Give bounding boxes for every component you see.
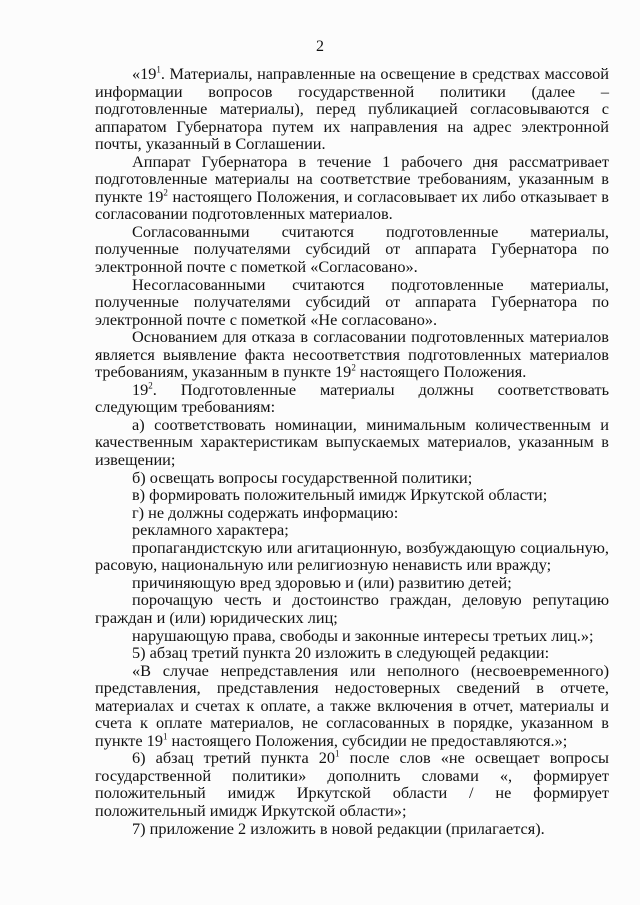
text-run: Несогласованными считаются подготовленные материалы, полученные получателями субсидий от аппарата Губернатора по электронной почте с пометкой «Не согласовано». xyxy=(95,274,609,329)
superscript: 2 xyxy=(163,187,168,198)
paragraph xyxy=(95,627,609,645)
paragraph xyxy=(95,644,609,662)
paragraph xyxy=(95,574,609,592)
superscript: 1 xyxy=(156,64,161,75)
paragraph xyxy=(95,749,609,819)
paragraph xyxy=(95,223,609,276)
text-run: настоящего Положения. xyxy=(355,362,527,382)
text-run: б) освещать вопросы государственной политики; xyxy=(132,467,473,487)
paragraph xyxy=(95,328,609,381)
page-number: 2 xyxy=(316,38,324,55)
text-run: а) соответствовать номинации, минимальным количественным и качественным характеристикам выпускаемых материалов, указанным в извещении; xyxy=(95,414,609,470)
text-run: Основанием для отказа в согласовании подготовленных материалов является выявление факта несоответствия подготовленных материалов требованиям, указанным в пункте 19 xyxy=(95,327,609,382)
text-run: г) не должны содержать информацию: xyxy=(132,502,399,522)
superscript: 2 xyxy=(351,362,356,373)
paragraph xyxy=(95,486,609,504)
superscript: 1 xyxy=(162,731,168,742)
text-run: в) формировать положительный имидж Иркутской области; xyxy=(132,485,548,505)
paragraph xyxy=(95,504,609,522)
text-run: 6) абзац третий пункта 20 xyxy=(132,748,336,768)
text-run: причиняющую вред здоровью и (или) развитию детей; xyxy=(132,572,512,592)
text-run: пропагандистскую или агитационную, возбуждающую социальную, расовую, национальную или религиозную ненависть или вражду; xyxy=(95,537,609,575)
text-run: настоящего Положения, субсидии не предоставляются.»; xyxy=(167,730,568,750)
text-run: «В случае непредставления или неполного (несвоевременного) представления, представления недостоверных сведений в отчете, материалах и счетах к оплате, а также включения в отчет, материалы и счета к оплате материалов, не согласованных в порядке, указанном в пункте 19 xyxy=(95,660,609,750)
text-run: рекламного характера; xyxy=(132,520,289,540)
text-run: . Материалы, направленные на освещение в средствах массовой информации вопросов государственной политики (далее – подготовленные материалы), перед публикацией согласовываются с аппаратом Губернатора путем их направления на адрес электронной почты, указанный в Соглашении. xyxy=(95,64,609,154)
paragraph xyxy=(95,381,609,416)
superscript: 2 xyxy=(148,380,153,391)
paragraph xyxy=(95,65,609,153)
text-run: 19 xyxy=(132,379,149,399)
superscript: 1 xyxy=(335,748,340,759)
paragraph xyxy=(95,662,609,750)
paragraph xyxy=(95,416,609,469)
paragraph xyxy=(95,469,609,487)
text-run: Согласованными считаются подготовленные материалы, полученные получателями субсидий от аппарата Губернатора по электронной почте с пометкой «Согласовано». xyxy=(95,221,609,277)
text-run: нарушающую права, свободы и законные интересы третьих лиц.»; xyxy=(132,625,594,645)
paragraph xyxy=(95,820,609,838)
text-run: 7) приложение 2 изложить в новой редакции (прилагается). xyxy=(132,818,545,838)
text-run: 5) абзац третий пункта 20 изложить в следующей редакции: xyxy=(132,643,550,663)
text-run: . Подготовленные материалы должны соответствовать следующим требованиям: xyxy=(95,379,609,417)
paragraph xyxy=(95,591,609,626)
text-run: после слов «не освещает вопросы государственной политики» дополнить словами «, формирует положительный имидж Иркутской области / не формирует положительный имидж Иркутской области»; xyxy=(95,748,609,820)
paragraph xyxy=(95,153,609,223)
paragraph xyxy=(95,521,609,539)
text-run: настоящего Положения, и согласовывает их либо отказывает в согласовании подготовленных материалов. xyxy=(95,186,609,224)
paragraph xyxy=(95,276,609,329)
text-run: порочащую честь и достоинство граждан, деловую репутацию граждан и (или) юридических лиц; xyxy=(95,590,609,627)
text-run: Аппарат Губернатора в течение 1 рабочего дня рассматривает подготовленные материалы на соответствие требованиям, указанным в пункте 19 xyxy=(95,151,609,206)
text-run: «19 xyxy=(132,64,157,83)
paragraph xyxy=(95,539,609,574)
document-body xyxy=(95,65,609,837)
